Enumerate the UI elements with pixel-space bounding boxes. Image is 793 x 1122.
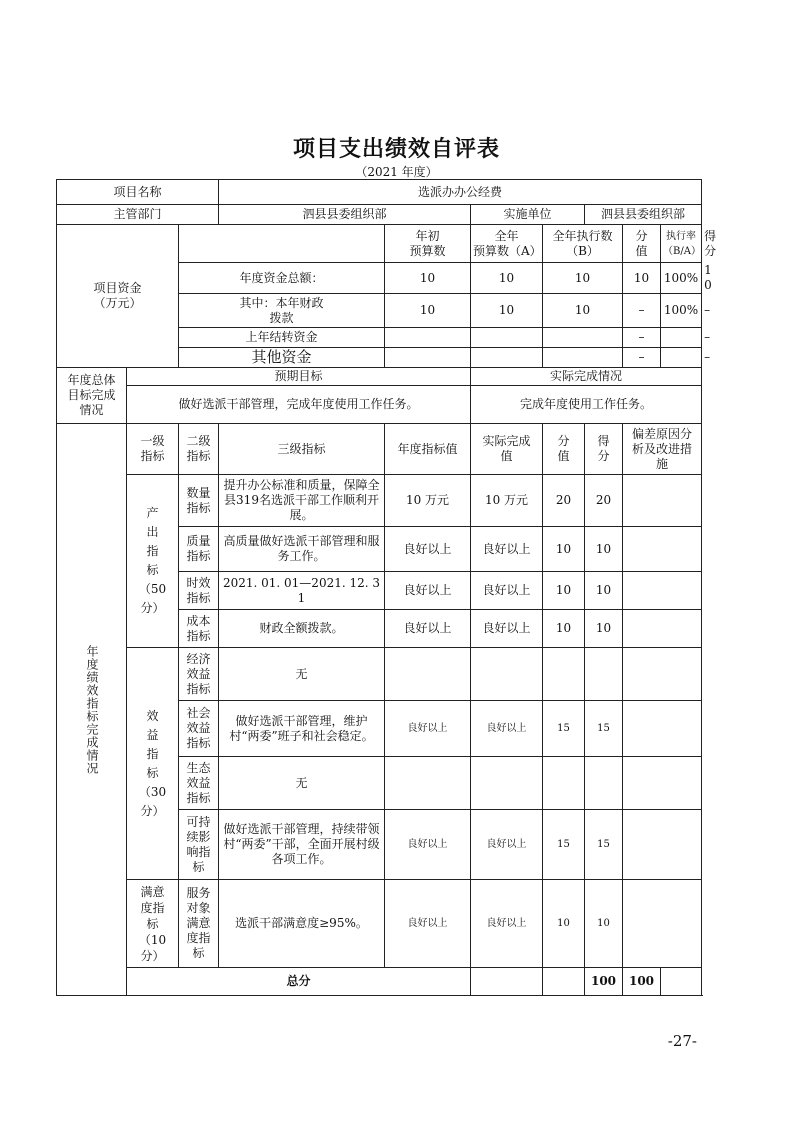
level1-output: 产 出 指 标 （50 分） (127, 475, 179, 648)
got-value: 10 (585, 527, 623, 572)
actual-value: 良好以上 (471, 572, 543, 610)
level3-text: 2021. 01. 01—2021. 12. 31 (219, 572, 385, 610)
funds-exec: 10 (543, 294, 623, 328)
funds-score: – (623, 294, 661, 328)
funds-row: 上年结转资金 – – (57, 328, 702, 348)
col-annual-target: 年度指标值 (385, 424, 471, 475)
deviation-note (623, 757, 702, 810)
got-value: 10 (585, 610, 623, 648)
funds-initial: 10 (385, 263, 471, 294)
funds-initial (385, 328, 471, 348)
got-value (585, 757, 623, 810)
total-got: 100 (623, 968, 661, 996)
deviation-note (623, 701, 702, 757)
got-value: 20 (585, 475, 623, 527)
report-year: （2021 年度） (355, 165, 438, 179)
target-value: 良好以上 (385, 810, 471, 880)
project-name-value: 选派办办公经费 (219, 180, 702, 205)
funds-score: 10 (623, 263, 661, 294)
total-blank (661, 968, 702, 996)
got-value: 15 (585, 810, 623, 880)
actual-value: 良好以上 (471, 610, 543, 648)
deviation-note (623, 610, 702, 648)
total-label: 总分 (127, 968, 471, 996)
funds-label: 项目资金 （万元） (57, 225, 179, 368)
funds-initial: 10 (385, 294, 471, 328)
dept-value: 泗县县委组织部 (219, 205, 471, 225)
expected-goal-text: 做好选派干部管理，完成年度使用工作任务。 (127, 386, 471, 424)
target-value: 良好以上 (385, 610, 471, 648)
funds-rate (661, 328, 702, 348)
funds-row: 其他资金 – – (57, 348, 702, 368)
got-value: 15 (585, 701, 623, 757)
level2-name: 社会 效益 指标 (179, 701, 219, 757)
funds-full (471, 348, 543, 368)
target-value (385, 648, 471, 701)
funds-initial (385, 348, 471, 368)
funds-exec (543, 348, 623, 368)
col-score-value: 分 值 (543, 424, 585, 475)
actual-value: 10 万元 (471, 475, 543, 527)
indicator-row (57, 880, 702, 968)
actual-value: 良好以上 (471, 527, 543, 572)
score-value: 15 (543, 810, 585, 880)
indicator-row (57, 648, 702, 701)
level2-name: 时效 指标 (179, 572, 219, 610)
funds-exec (543, 328, 623, 348)
deviation-note (623, 880, 702, 968)
funds-full: 10 (471, 263, 543, 294)
target-value: 良好以上 (385, 880, 471, 968)
score-value (543, 757, 585, 810)
funds-full (471, 328, 543, 348)
page-title: 项目支出绩效自评表 (292, 137, 500, 162)
col-score: 分 值 (623, 225, 661, 263)
level3-text: 财政全额拨款。 (219, 610, 385, 648)
deviation-note (623, 810, 702, 880)
level2-name: 服务 对象 满意 度指 标 (179, 880, 219, 968)
actual-goal-header: 实际完成情况 (471, 368, 702, 386)
col-rate: 执行率 （B/A） (661, 225, 702, 263)
col-initial-budget: 年初 预算数 (385, 225, 471, 263)
col-got-score: 得 分 (585, 424, 623, 475)
score-value: 10 (543, 572, 585, 610)
level3-text: 无 (219, 757, 385, 810)
level3-text: 无 (219, 648, 385, 701)
level2-name: 质量 指标 (179, 527, 219, 572)
level2-name: 数量 指标 (179, 475, 219, 527)
funds-full: 10 (471, 294, 543, 328)
score-value: 10 (543, 880, 585, 968)
level1-benefit: 效 益 指 标 （30 分） (127, 648, 179, 880)
perf-section-label: 年度绩效指标完成情况 (57, 424, 127, 996)
level3-text: 做好选派干部管理，持续带领村“两委”干部，全面开展村级各项工作。 (219, 810, 385, 880)
total-score: 100 (585, 968, 623, 996)
actual-goal-text: 完成年度使用工作任务。 (471, 386, 702, 424)
level3-text: 提升办公标准和质量，保障全县319名选派干部工作顺利开展。 (219, 475, 385, 527)
funds-score: – (623, 328, 661, 348)
level2-name: 经济 效益 指标 (179, 648, 219, 701)
funds-header-blank (179, 225, 385, 263)
actual-value (471, 757, 543, 810)
level2-name: 生态 效益 指标 (179, 757, 219, 810)
impl-unit-value: 泗县县委组织部 (585, 205, 702, 225)
deviation-note (623, 475, 702, 527)
col-level3: 三级指标 (219, 424, 385, 475)
indicator-row (57, 475, 702, 527)
funds-rate (661, 348, 702, 368)
level3-text: 高质量做好选派干部管理和服务工作。 (219, 527, 385, 572)
target-value: 10 万元 (385, 475, 471, 527)
col-level1: 一级 指标 (127, 424, 179, 475)
score-value: 10 (543, 610, 585, 648)
goals-label: 年度总体 目标完成 情况 (57, 368, 127, 424)
score-value: 20 (543, 475, 585, 527)
funds-exec: 10 (543, 263, 623, 294)
total-row (57, 968, 702, 996)
funds-row-label: 年度资金总额： (179, 263, 385, 294)
actual-value: 良好以上 (471, 701, 543, 757)
project-name-label: 项目名称 (57, 180, 219, 205)
funds-row-label: 其中：本年财政 拨款 (179, 294, 385, 328)
got-value: 10 (585, 572, 623, 610)
total-blank (543, 968, 585, 996)
funds-row: 其中：本年财政 拨款 10 10 10 – 100% – (57, 294, 702, 328)
dept-label: 主管部门 (57, 205, 219, 225)
level2-name: 可持 续影 响指 标 (179, 810, 219, 880)
level1-satisfaction: 满意 度指 标 （10 分） (127, 880, 179, 968)
funds-row-label: 上年结转资金 (179, 328, 385, 348)
level3-text: 选派干部满意度≥95%。 (219, 880, 385, 968)
funds-row: 年度资金总额： 10 10 10 10 100% 10 (57, 263, 702, 294)
col-full-budget: 全年 预算数（A） (471, 225, 543, 263)
funds-score: – (623, 348, 661, 368)
impl-unit-label: 实施单位 (471, 205, 585, 225)
expected-goal-header: 预期目标 (127, 368, 471, 386)
self-evaluation-table: 项目名称 选派办办公经费 主管部门 泗县县委组织部 实施单位 泗县县委组织部 项目资金 （万元） 年初 预算数 全年 预算数（A） 全年执行数（B） 分 值 执行率 （B/A） 得 分 年度资金总额： 10 10 10 10 100% 10 其中：本年财政 拨款 10 10 10 – 100% – 上年结转资金 – – 其他资金 – – 年度总体 目标完成 情况 预期目标 实际完成情况 做好选派干部管理，完成年度使用工作任务。 完成年度使用工作任务。 年度绩效指标完成情况 一级 指标 二级 指标 三级指标 年度指标值 实际完成 值 分 值 得 分 偏差原因分 析及改进措 施 产 出 指 标 （50 分） 数量 指标 提升办公标准和质量，保障全县319名选派干部工作顺利开展。 10 万元 10 万元 20 20 质量 指标 高质量做好选派干部管理和服务工作。 良好以上 良好以上 10 10 时效 指标 2021. 01. 01—2021. 12. 31 良好以上 良好以上 10 10 成本 指标 财政全额拨款。 良好以上 良好以上 10 10 效 益 指 标 （30 分） 经济 效益 指标 无 社会 效益 指标 做好选派干部管理，维护村“两委”班子和社会稳定。 良好以上 良好以上 15 15 生态 效益 指标 无 可持 续影 响指 标 做好选派干部管理，持续带领村“两委”干部，全面开展村级各项工作。 良好以上 良好以上 15 15 满意 度指 标 （10 分） 服务 对象 满意 度指 标 选派干部满意度≥95%。 良好以上 良好以上 10 10 总分 100 100 (56, 179, 702, 996)
got-value: 10 (585, 880, 623, 968)
col-level2: 二级 指标 (179, 424, 219, 475)
actual-value: 良好以上 (471, 810, 543, 880)
funds-rate: 100% (661, 294, 702, 328)
score-value: 15 (543, 701, 585, 757)
col-actual-value: 实际完成 值 (471, 424, 543, 475)
got-value (585, 648, 623, 701)
col-deviation: 偏差原因分 析及改进措 施 (623, 424, 702, 475)
funds-row-label: 其他资金 (179, 348, 385, 368)
page-number: -27- (667, 1032, 697, 1050)
target-value: 良好以上 (385, 701, 471, 757)
target-value (385, 757, 471, 810)
score-value: 10 (543, 527, 585, 572)
actual-value: 良好以上 (471, 880, 543, 968)
actual-value (471, 648, 543, 701)
target-value: 良好以上 (385, 527, 471, 572)
level3-text: 做好选派干部管理，维护村“两委”班子和社会稳定。 (219, 701, 385, 757)
funds-rate: 100% (661, 263, 702, 294)
level2-name: 成本 指标 (179, 610, 219, 648)
col-exec: 全年执行数（B） (543, 225, 623, 263)
score-value (543, 648, 585, 701)
deviation-note (623, 648, 702, 701)
target-value: 良好以上 (385, 572, 471, 610)
total-blank (471, 968, 543, 996)
deviation-note (623, 572, 702, 610)
deviation-note (623, 527, 702, 572)
